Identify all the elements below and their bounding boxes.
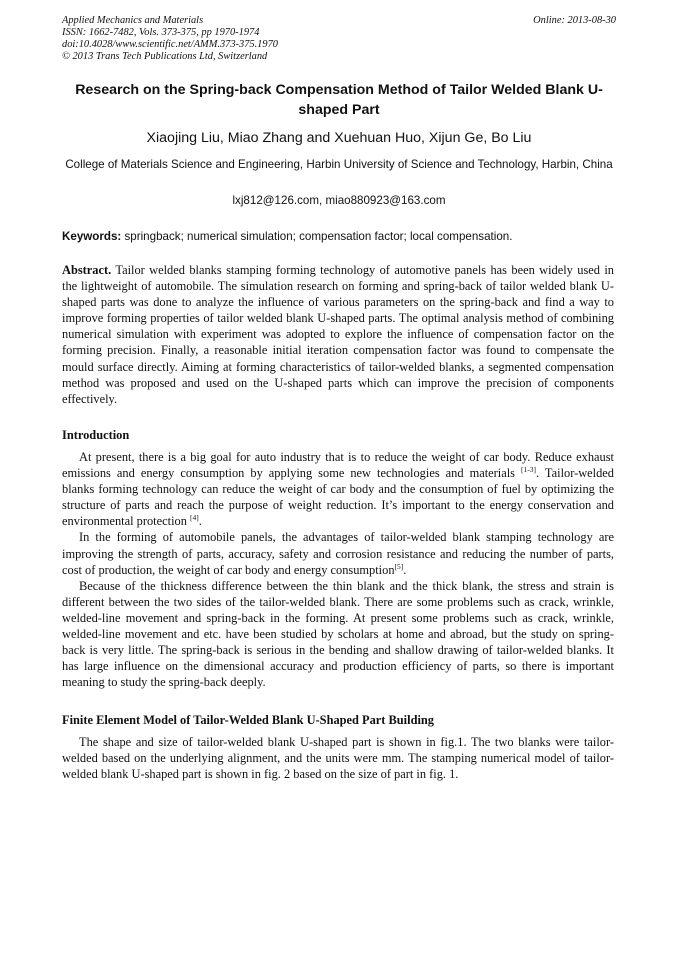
intro-p1-text-b: . Tailor-welded blanks forming technology can reduce the weight of car body and the consumption of fuel by optimizing the structure of parts and reach the purpose of weight reduction. It’s important to the energy conservation and environmental protection bbox=[62, 466, 614, 529]
affiliation: College of Materials Science and Engineering, Harbin University of Science and Technology, Harbin, China bbox=[65, 158, 613, 171]
abstract-label: Abstract. bbox=[62, 263, 112, 277]
introduction-body bbox=[62, 449, 614, 690]
fem-section-body bbox=[62, 734, 614, 782]
intro-paragraph-3: Because of the thickness difference between the thin blank and the thick blank, the stress and strain is different between the two sides of the tailor-welded blank. There are some problems such as crack, wrinkle, welded-line movement and spring-back in the forming. At present some problems such as crack, wrinkle, welded-line movement and etc. have been studied by scholars at home and abroad, but the study on spring-back is very little. The spring-back is serious in the bending and shallow drawing of tailor-welded blanks. It has large influence on the dimensional accuracy and production efficiency of parts, so there is important meaning to study the spring-back deeply. bbox=[62, 578, 614, 690]
citation-5: [5] bbox=[394, 561, 404, 571]
intro-p1-text-a: At present, there is a big goal for auto industry that is to reduce the weight of car body. Reduce exhaust emissions and energy consumption by applying some new technologies and materials bbox=[62, 450, 614, 481]
journal-header bbox=[62, 15, 616, 63]
citation-4: [4] bbox=[190, 513, 199, 523]
intro-paragraph-1 bbox=[62, 449, 614, 529]
issn-line: ISSN: 1662-7482, Vols. 373-375, pp 1970-1974 bbox=[62, 27, 260, 38]
abstract bbox=[62, 262, 614, 407]
copyright-line: © 2013 Trans Tech Publications Ltd, Switzerland bbox=[62, 51, 268, 62]
keywords bbox=[62, 229, 616, 245]
introduction-heading: Introduction bbox=[62, 428, 130, 442]
paper-title: Research on the Spring-back Compensation Method of Tailor Welded Blank U-shaped Part bbox=[75, 82, 603, 118]
author-list: Xiaojing Liu, Miao Zhang and Xuehuan Huo, Xijun Ge, Bo Liu bbox=[146, 130, 532, 146]
doi-line: doi:10.4028/www.scientific.net/AMM.373-375.1970 bbox=[62, 39, 278, 50]
fem-paragraph-1: The shape and size of tailor-welded blank U-shaped part is shown in fig.1. The two blanks were tailor-welded based on the underlying alignment, and the units were mm. The stamping numerical model of tailor-welded blank U-shaped part is shown in fig. 2 based on the size of part in fig. 1. bbox=[62, 735, 614, 782]
keywords-text: springback; numerical simulation; compensation factor; local compensation. bbox=[121, 230, 513, 243]
intro-p2-text-b: . bbox=[403, 562, 407, 577]
abstract-text: Tailor welded blanks stamping forming technology of automotive panels has been widely used in the lightweight of automobile. The simulation research on forming and spring-back of tailor welded blank U-shaped parts was done to analyze the influence of various parameters on the spring-back and find a way to improve forming properties of tailor welded blank U-shaped parts. The optimal analysis method of combining numerical simulation with experiment was adopted to explore the influence of compensation factor on the forming precision. Finally, a reasonable initial iteration compensation factor was found to compensate the mould surface directly. Aiming at forming characteristics of tailor-welded blanks, a segmented compensation method was proposed and used on the U-shaped parts which can improve the precision of components effectively. bbox=[62, 263, 614, 406]
author-emails: lxj812@126.com, miao880923@163.com bbox=[232, 194, 446, 207]
intro-p1-text-c: . bbox=[198, 514, 202, 529]
citation-1-3: [1-3] bbox=[521, 465, 537, 475]
online-date: Online: 2013-08-30 bbox=[533, 15, 616, 26]
fem-section-heading: Finite Element Model of Tailor-Welded Blank U-Shaped Part Building bbox=[62, 713, 434, 727]
intro-paragraph-2 bbox=[62, 529, 614, 577]
intro-p2-text-a: In the forming of automobile panels, the advantages of tailor-welded blank stamping technology are improving the strength of parts, accuracy, safety and corrosion resistance and reducing the number of parts, cost of production, the weight of car body and energy consumption bbox=[62, 530, 614, 577]
journal-name: Applied Mechanics and Materials bbox=[62, 15, 204, 26]
keywords-label: Keywords: bbox=[62, 230, 122, 243]
